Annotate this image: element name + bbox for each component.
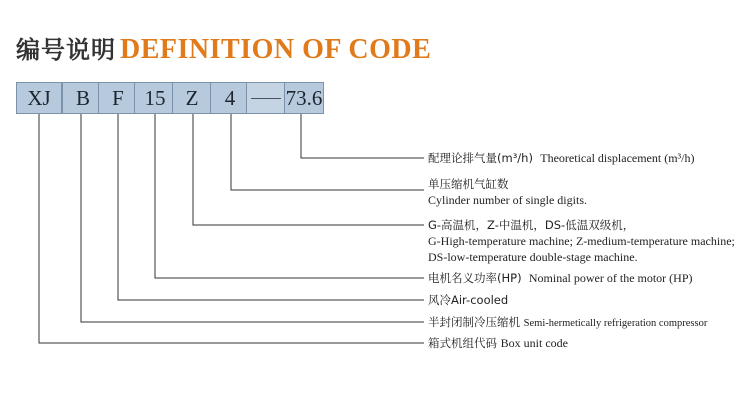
desc-power bbox=[428, 270, 693, 286]
desc-cylinder-en: Cylinder number of single digits. bbox=[428, 193, 587, 207]
desc-cylinder-zh: 单压缩机气缸数 bbox=[428, 177, 509, 191]
desc-unit bbox=[428, 335, 568, 351]
desc-temperature-en1: G-High-temperature machine; Z-medium-temperature machine; bbox=[428, 234, 735, 248]
desc-power-en: Nominal power of the motor (HP) bbox=[528, 271, 693, 285]
code-box-cylinder: 4 bbox=[210, 82, 250, 114]
desc-unit-zh: 箱式机组代码 bbox=[428, 336, 497, 350]
desc-power-zh: 电机名义功率(HP) bbox=[428, 271, 522, 285]
desc-compressor bbox=[428, 314, 707, 332]
leader-line-compressor bbox=[81, 114, 424, 322]
code-box-temperature: Z bbox=[172, 82, 212, 114]
desc-temperature bbox=[428, 217, 735, 265]
leader-line-temperature bbox=[193, 114, 424, 225]
desc-temperature-zh: G-高温机，Z-中温机，DS-低温双级机， bbox=[428, 218, 635, 232]
desc-cooling-zh: 风冷Air-cooled bbox=[428, 293, 509, 307]
title-chinese: 编号说明 bbox=[16, 36, 116, 64]
desc-displacement-en: Theoretical displacement (m³/h) bbox=[540, 151, 695, 165]
leader-line-displacement bbox=[301, 114, 424, 158]
code-box-unit: XJ bbox=[16, 82, 62, 114]
desc-cooling bbox=[428, 292, 508, 308]
desc-unit-en: Box unit code bbox=[500, 336, 568, 350]
desc-cylinder bbox=[428, 176, 587, 208]
code-box-cooling: F bbox=[98, 82, 138, 114]
leader-line-cooling bbox=[118, 114, 424, 300]
desc-compressor-zh: 半封闭制冷压缩机 bbox=[428, 315, 520, 329]
code-box-displacement: 73.6 bbox=[284, 82, 324, 114]
code-box-power: 15 bbox=[134, 82, 176, 114]
code-box-compressor: B bbox=[62, 82, 104, 114]
desc-displacement-zh: 配理论排气量(m³/h) bbox=[428, 151, 533, 165]
leader-line-power bbox=[155, 114, 424, 278]
desc-compressor-en: Semi-hermetically refrigeration compressor bbox=[523, 318, 708, 329]
desc-displacement bbox=[428, 150, 694, 166]
desc-temperature-en2: DS-low-temperature double-stage machine. bbox=[428, 250, 638, 264]
title-english: DEFINITION OF CODE bbox=[120, 34, 432, 65]
leader-line-cylinder bbox=[231, 114, 424, 190]
